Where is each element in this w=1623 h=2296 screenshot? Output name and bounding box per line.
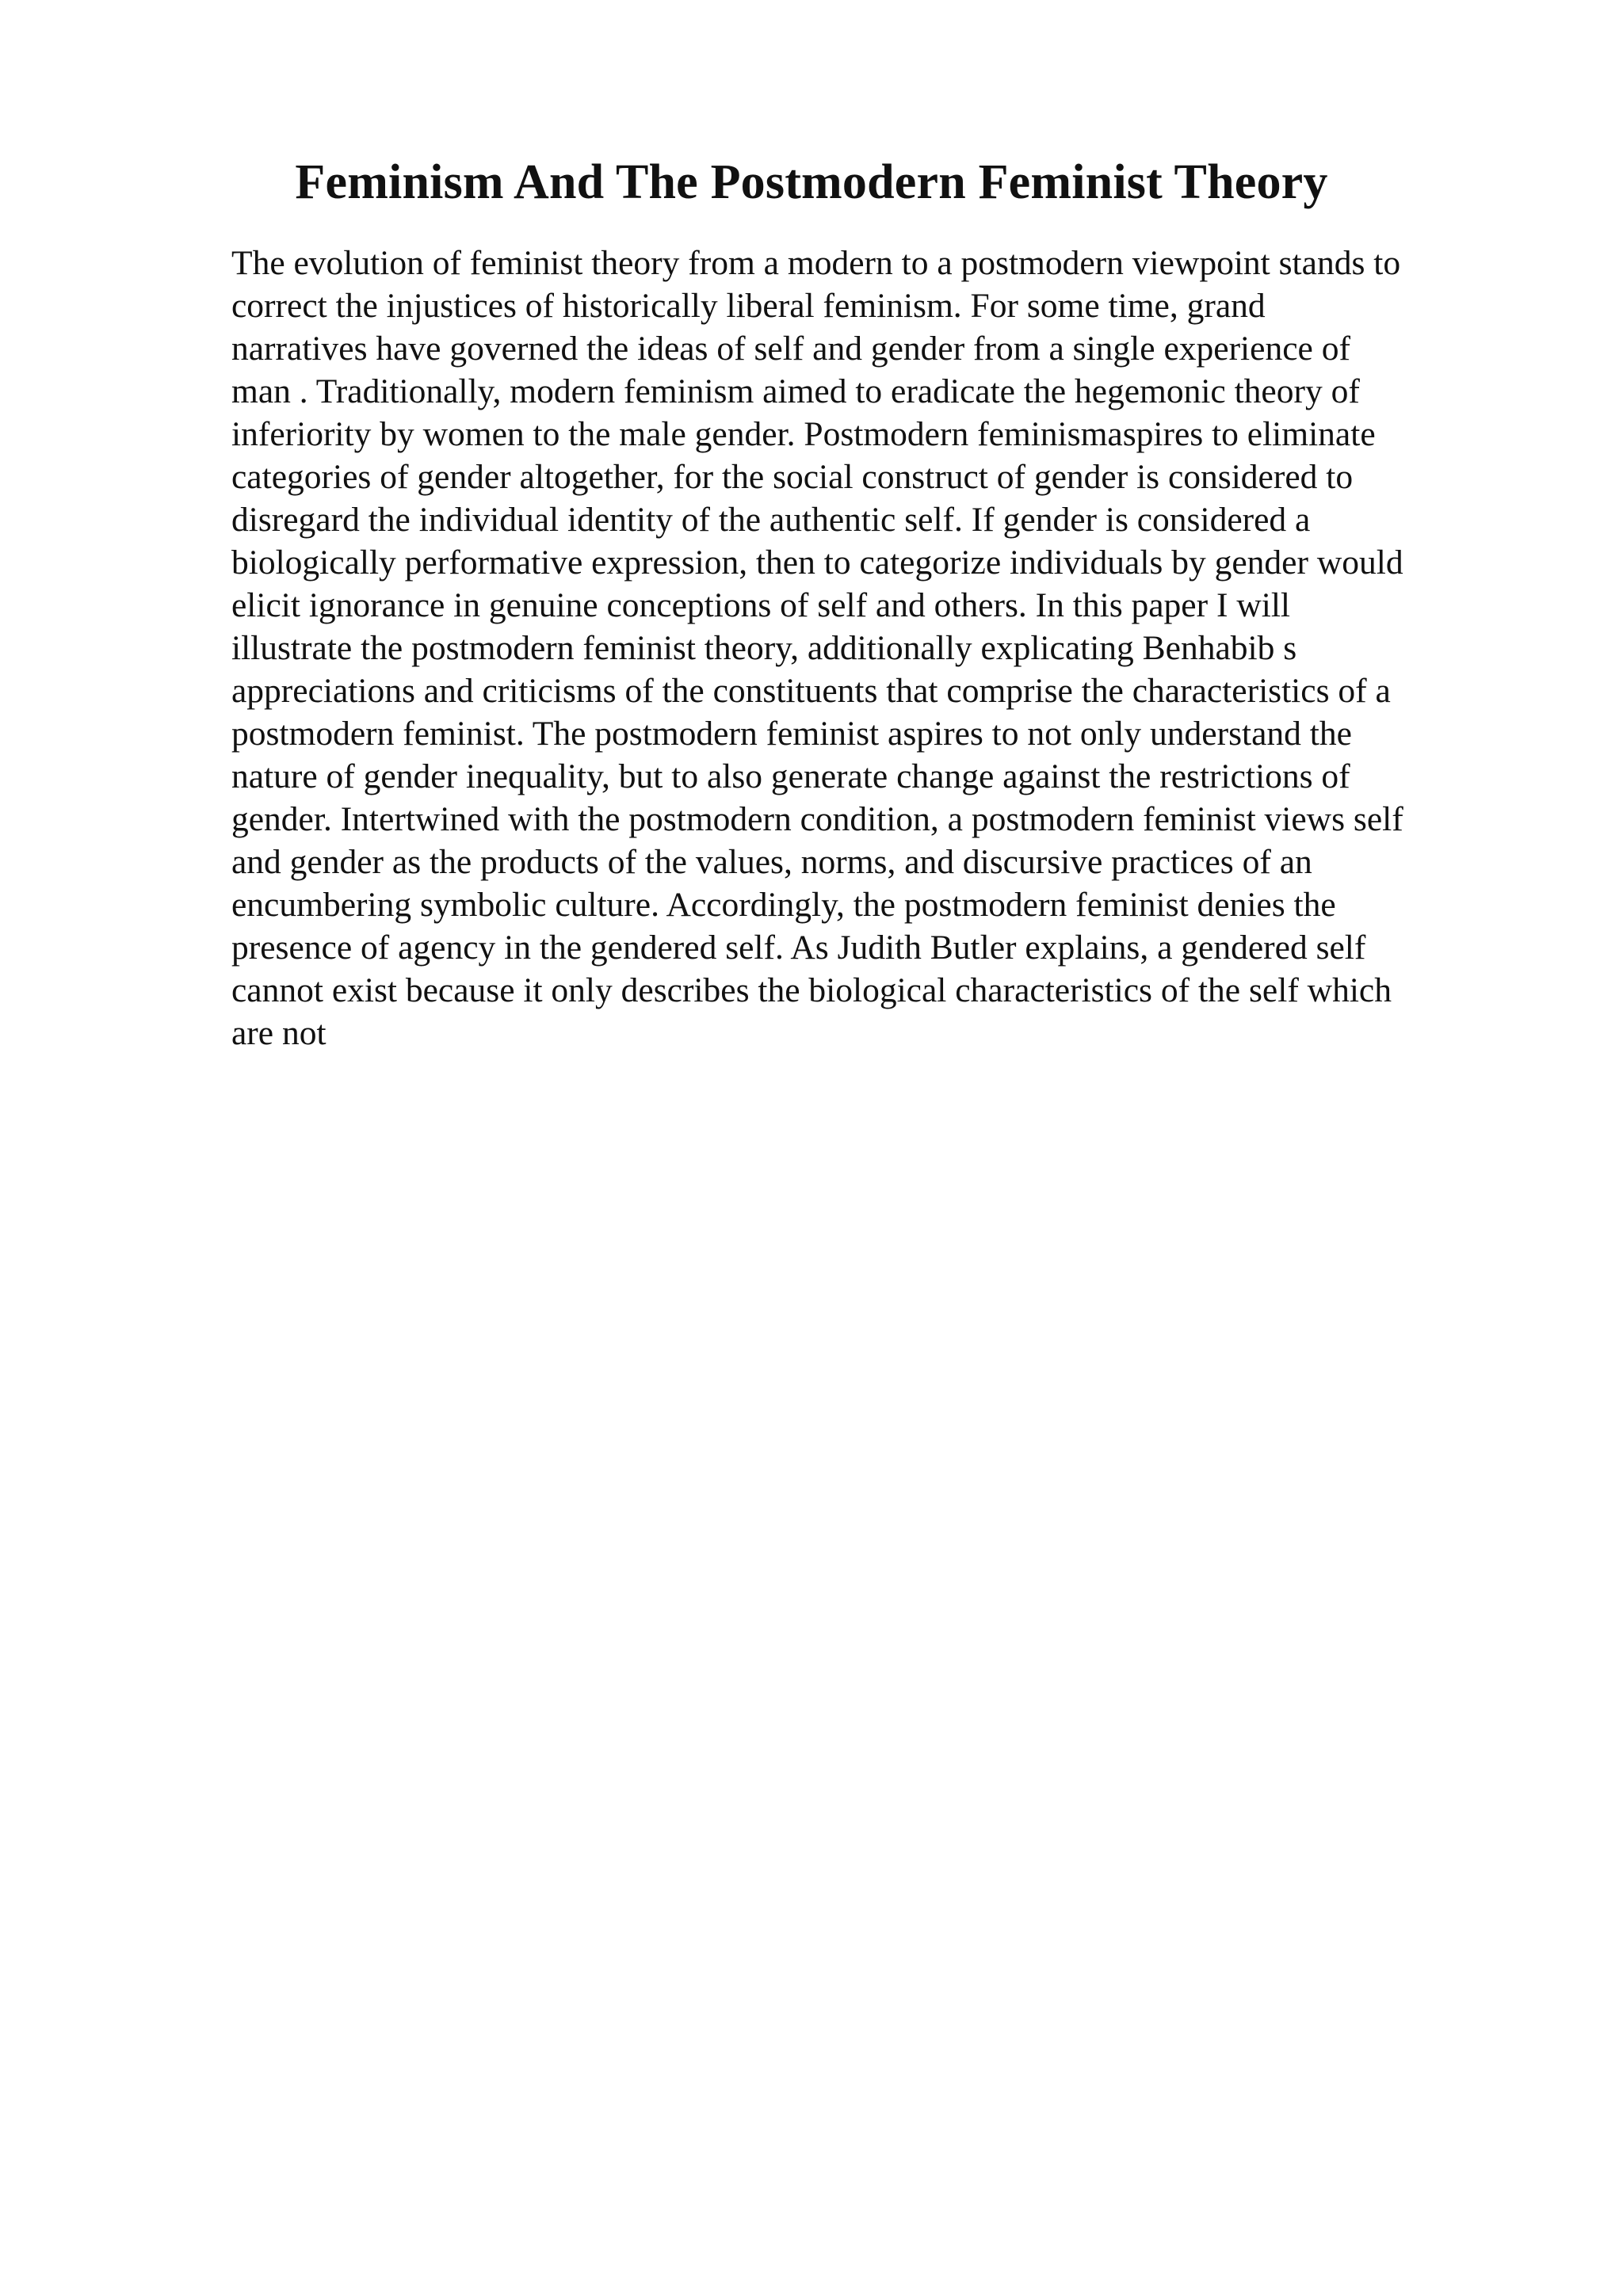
body-line: gender. Intertwined with the postmodern condition, a postmodern feminist views self	[231, 800, 1403, 838]
body-line: categories of gender altogether, for the social construct of gender is considered to	[231, 458, 1354, 496]
body-line: The evolution of feminist theory from a modern to a postmodern viewpoint stands to	[231, 244, 1401, 282]
body-line: biologically performative expression, then to categorize individuals by gender would	[231, 543, 1403, 582]
document-title: Feminism And The Postmodern Feminist Theory	[295, 155, 1328, 209]
body-line: presence of agency in the gendered self. As Judith Butler explains, a gendered self	[231, 929, 1366, 967]
body-line: correct the injustices of historically liberal feminism. For some time, grand	[231, 287, 1266, 325]
body-line: narratives have governed the ideas of self and gender from a single experience of	[231, 330, 1350, 368]
body-line: illustrate the postmodern feminist theory, additionally explicating Benhabib s	[231, 629, 1297, 667]
body-line: and gender as the products of the values, norms, and discursive practices of an	[231, 843, 1312, 881]
body-line: postmodern feminist. The postmodern feminist aspires to not only understand the	[231, 715, 1352, 753]
document-body	[231, 242, 1515, 1055]
body-line: encumbering symbolic culture. Accordingly, the postmodern feminist denies the	[231, 886, 1336, 924]
body-line: elicit ignorance in genuine conceptions of self and others. In this paper I will	[231, 586, 1291, 624]
body-line: are not	[231, 1014, 327, 1052]
body-line: appreciations and criticisms of the constituents that comprise the characteristics of a	[231, 672, 1391, 710]
body-line: man . Traditionally, modern feminism aimed to eradicate the hegemonic theory of	[231, 372, 1360, 410]
body-line: disregard the individual identity of the authentic self. If gender is considered a	[231, 501, 1311, 539]
body-line: cannot exist because it only describes the biological characteristics of the self which	[231, 971, 1392, 1009]
body-line: inferiority by women to the male gender. Postmodern feminismaspires to eliminate	[231, 415, 1376, 453]
body-line: nature of gender inequality, but to also generate change against the restrictions of	[231, 757, 1350, 795]
